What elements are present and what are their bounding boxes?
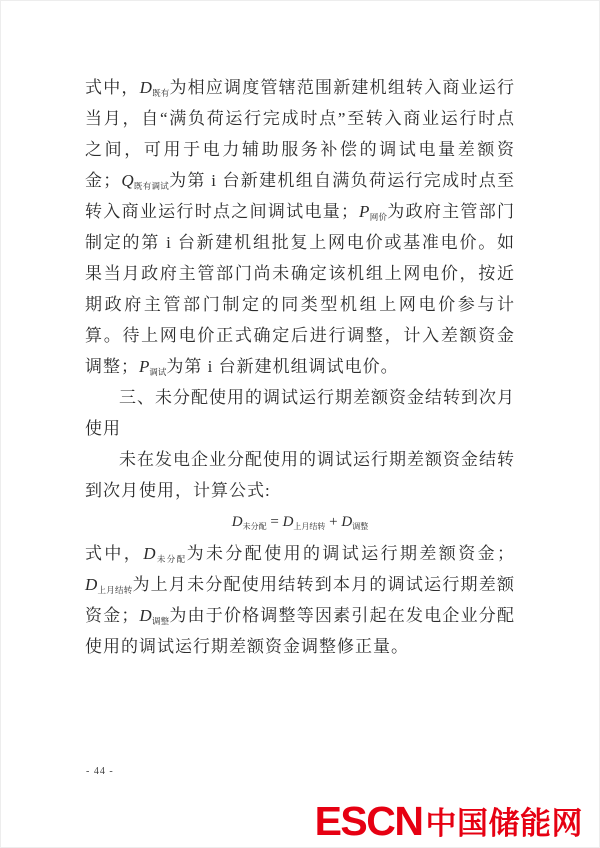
page-number: - 44 - bbox=[86, 766, 114, 777]
math-variable: $D_{既有}$ bbox=[139, 78, 170, 98]
math-variable: $P_{网价}$ bbox=[359, 202, 388, 222]
math-variable: $D_{上月结转}$ bbox=[85, 575, 133, 595]
math-variable: $D_{上月结转}$ bbox=[282, 514, 326, 531]
math-variable: $D_{未分配}$ bbox=[143, 544, 187, 564]
logo-text-cn: 中国储能网 bbox=[425, 806, 583, 842]
section-heading: 三、未分配使用的调试运行期差额资金结转到次月使用 bbox=[85, 388, 515, 438]
formula: $D_{未分配} = D_{上月结转} + D_{调整}$ bbox=[231, 514, 369, 531]
math-variable: $D_{未分配}$ bbox=[231, 514, 267, 531]
body-text bbox=[85, 72, 515, 662]
logo bbox=[314, 798, 583, 845]
math-variable: $D_{调整}$ bbox=[341, 514, 369, 531]
math-variable: $D_{调整}$ bbox=[139, 606, 170, 626]
paragraph-formula-explanation-1: 式中，$D_{既有}$为相应调度管辖范围新建机组转入商业运行当月，自“满负荷运行完成时点”至转入商业运行时点之间，可用于电力辅助服务补偿的调试电量差额资金；$Q_{既有调试}$为第 i 台新建机组自满负荷运行完成时点至转入商业运行时点之间调试电量；$P_{网价}$为政府主管部门制定的第 i 台新建机组批复上网电价或基准电价。如果当月政府主管部门尚未确定该机组上网电价，按近期政府主管部门制定的同类型机组上网电价参与计算。待上网电价正式确定后进行调整，计入差额资金调整；$P_{调试}$为第 i 台新建机组调试电价。 bbox=[85, 78, 516, 377]
math-variable: $P_{调试}$ bbox=[139, 357, 167, 377]
paragraph-formula-explanation-2: 式中，$D_{未分配}$为未分配使用的调试运行期差额资金；$D_{上月结转}$为上月未分配使用结转到本月的调试运行期差额资金；$D_{调整}$为由于价格调整等因素引起在发电企业分配使用的调试运行期差额资金调整修正量。 bbox=[85, 544, 516, 656]
math-variable: $Q_{既有调试}$ bbox=[121, 171, 170, 191]
logo-text-en: ESCN bbox=[314, 798, 423, 845]
paragraph-carryover: 未在发电企业分配使用的调试运行期差额资金结转到次月使用，计算公式: bbox=[85, 450, 515, 500]
